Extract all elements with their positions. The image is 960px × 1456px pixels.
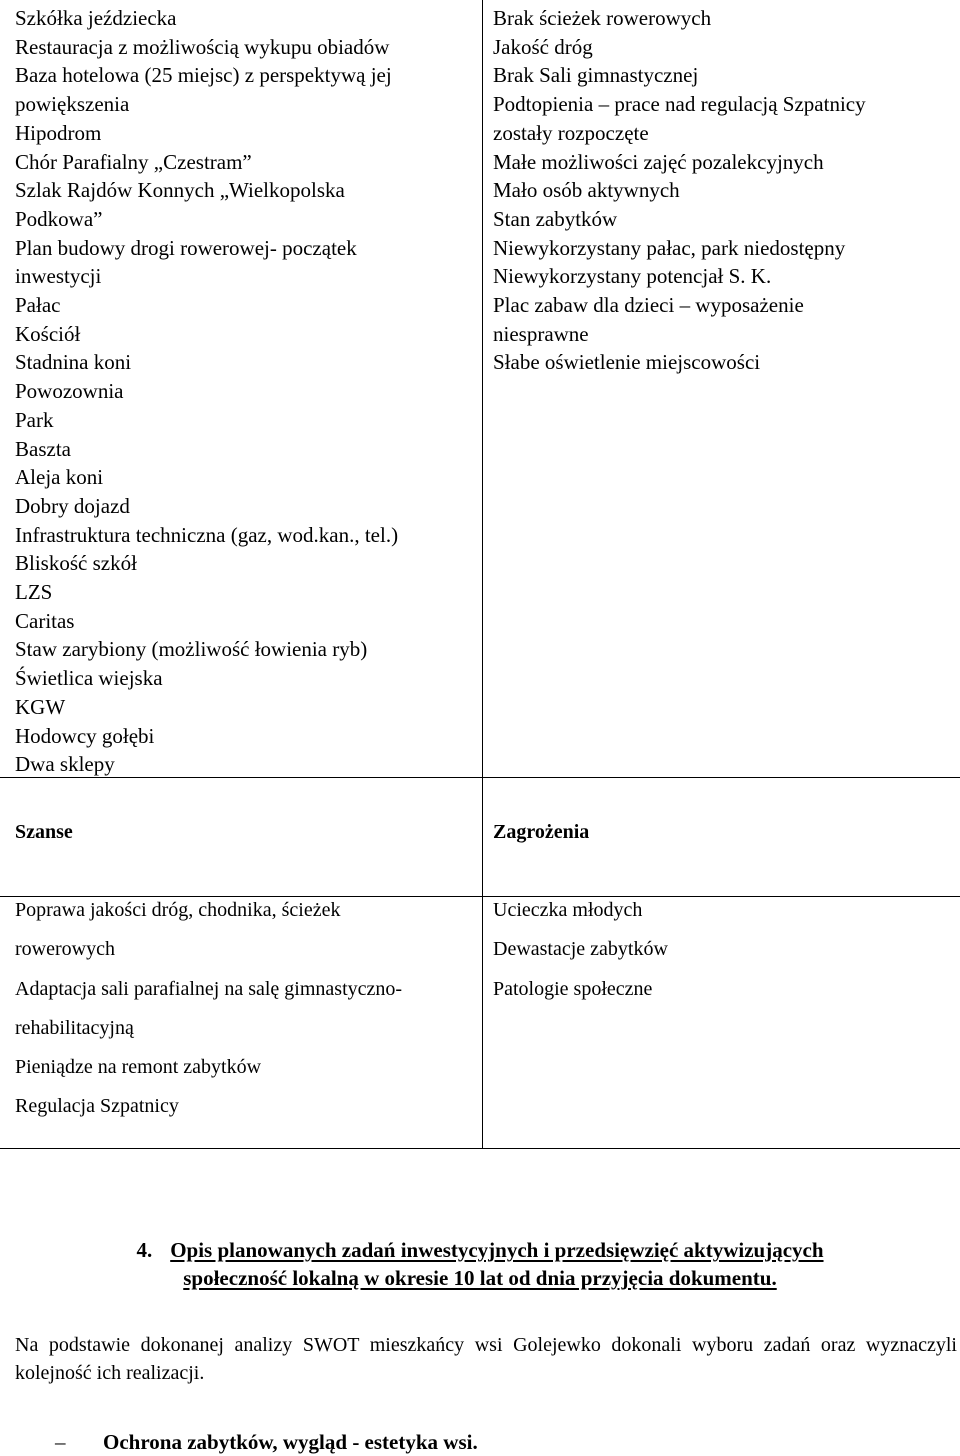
list-item: Szkółka jeździecka bbox=[15, 6, 177, 30]
column-divider-top bbox=[482, 0, 483, 777]
list-item: Brak Sali gimnastycznej bbox=[493, 63, 699, 88]
list-item: powiększenia bbox=[15, 92, 130, 117]
list-item: KGW bbox=[15, 694, 66, 719]
list-item: Stadnina koni bbox=[15, 350, 132, 375]
list-item: Hodowcy gołębi bbox=[15, 723, 155, 748]
list-item: Pałac bbox=[15, 293, 61, 318]
list-item: Ucieczka młodych bbox=[493, 899, 643, 921]
list-item: LZS bbox=[15, 580, 53, 605]
list-item: Baszta bbox=[15, 436, 71, 461]
list-item: Aleja koni bbox=[15, 465, 104, 490]
list-item: Brak ścieżek rowerowych bbox=[493, 6, 712, 30]
list-item: Hipodrom bbox=[15, 120, 102, 145]
list-item: Infrastruktura techniczna (gaz, wod.kan., tel.) bbox=[15, 522, 399, 547]
list-item: inwestycji bbox=[15, 264, 102, 289]
list-item: Mało osób aktywnych bbox=[493, 178, 680, 203]
bullet-dash: – bbox=[55, 1430, 66, 1454]
list-item: Podtopienia – prace nad regulacją Szpatnicy bbox=[493, 92, 866, 117]
list-item: Stan zabytków bbox=[493, 206, 618, 231]
list-item: Regulacja Szpatnicy bbox=[15, 1095, 179, 1118]
bullet-text: Ochrona zabytków, wygląd - estetyka wsi. bbox=[103, 1430, 478, 1454]
threats-list bbox=[493, 891, 668, 1009]
list-item: Patologie społeczne bbox=[493, 977, 653, 1000]
table-divider-bottom bbox=[0, 1148, 960, 1149]
list-item: Poprawa jakości dróg, chodnika, ścieżek bbox=[15, 899, 341, 921]
list-item: Słabe oświetlenie miejscowości bbox=[493, 350, 761, 375]
column-divider-headers bbox=[482, 777, 483, 896]
list-item: Bliskość szkół bbox=[15, 551, 137, 576]
threats-header: Zagrożenia bbox=[493, 821, 590, 843]
weaknesses-list bbox=[493, 4, 866, 377]
list-item: Kościół bbox=[15, 321, 81, 346]
list-item: Niewykorzystany pałac, park niedostępny bbox=[493, 235, 846, 260]
list-item: Szlak Rajdów Konnych „Wielkopolska bbox=[15, 178, 345, 203]
list-item: Restauracja z możliwością wykupu obiadów bbox=[15, 34, 390, 59]
list-item: Małe możliwości zajęć pozalekcyjnych bbox=[493, 149, 824, 174]
section-4-title bbox=[0, 1236, 960, 1292]
list-item: Baza hotelowa (25 miejsc) z perspektywą jej bbox=[15, 63, 392, 88]
list-item: Chór Parafialny „Czestram” bbox=[15, 149, 252, 174]
opportunities-header: Szanse bbox=[15, 821, 73, 843]
section-number: 4. bbox=[136, 1238, 153, 1262]
list-item: Dwa sklepy bbox=[15, 752, 115, 777]
strengths-list bbox=[15, 4, 398, 779]
column-divider-bottom bbox=[482, 896, 483, 1148]
list-item: Świetlica wiejska bbox=[15, 666, 163, 691]
section-title-line-1: Opis planowanych zadań inwestycyjnych i przedsięwzięć aktywizujących bbox=[170, 1238, 824, 1262]
list-item: Powozownia bbox=[15, 379, 124, 404]
list-item: niesprawne bbox=[493, 321, 589, 346]
list-item: Pieniądze na remont zabytków bbox=[15, 1056, 262, 1079]
list-item: Niewykorzystany potencjał S. K. bbox=[493, 264, 772, 289]
section-4-paragraph: Na podstawie dokonanej analizy SWOT mieszkańcy wsi Golejewko dokonali wyboru zadań oraz wyznaczyli kolejność ich realizacji. bbox=[15, 1334, 957, 1384]
list-item: Adaptacja sali parafialnej na salę gimnastyczno- bbox=[15, 977, 403, 1000]
opportunities-list bbox=[15, 891, 402, 1127]
list-item: Jakość dróg bbox=[493, 34, 593, 59]
list-item: Plac zabaw dla dzieci – wyposażenie bbox=[493, 293, 804, 318]
list-item: Dobry dojazd bbox=[15, 493, 130, 518]
list-item: Park bbox=[15, 407, 54, 432]
list-item: Staw zarybiony (możliwość łowienia ryb) bbox=[15, 637, 368, 662]
section-title-line-2: społeczność lokalną w okresie 10 lat od dnia przyjęcia dokumentu. bbox=[183, 1266, 777, 1290]
list-item: Plan budowy drogi rowerowej- początek bbox=[15, 235, 357, 260]
list-item: Dewastacje zabytków bbox=[493, 938, 668, 961]
list-item: rehabilitacyjną bbox=[15, 1016, 134, 1039]
list-item: Caritas bbox=[15, 608, 75, 633]
list-item: zostały rozpoczęte bbox=[493, 120, 649, 145]
bullet-item bbox=[55, 1428, 478, 1456]
list-item: Podkowa” bbox=[15, 206, 103, 231]
list-item: rowerowych bbox=[15, 938, 115, 961]
